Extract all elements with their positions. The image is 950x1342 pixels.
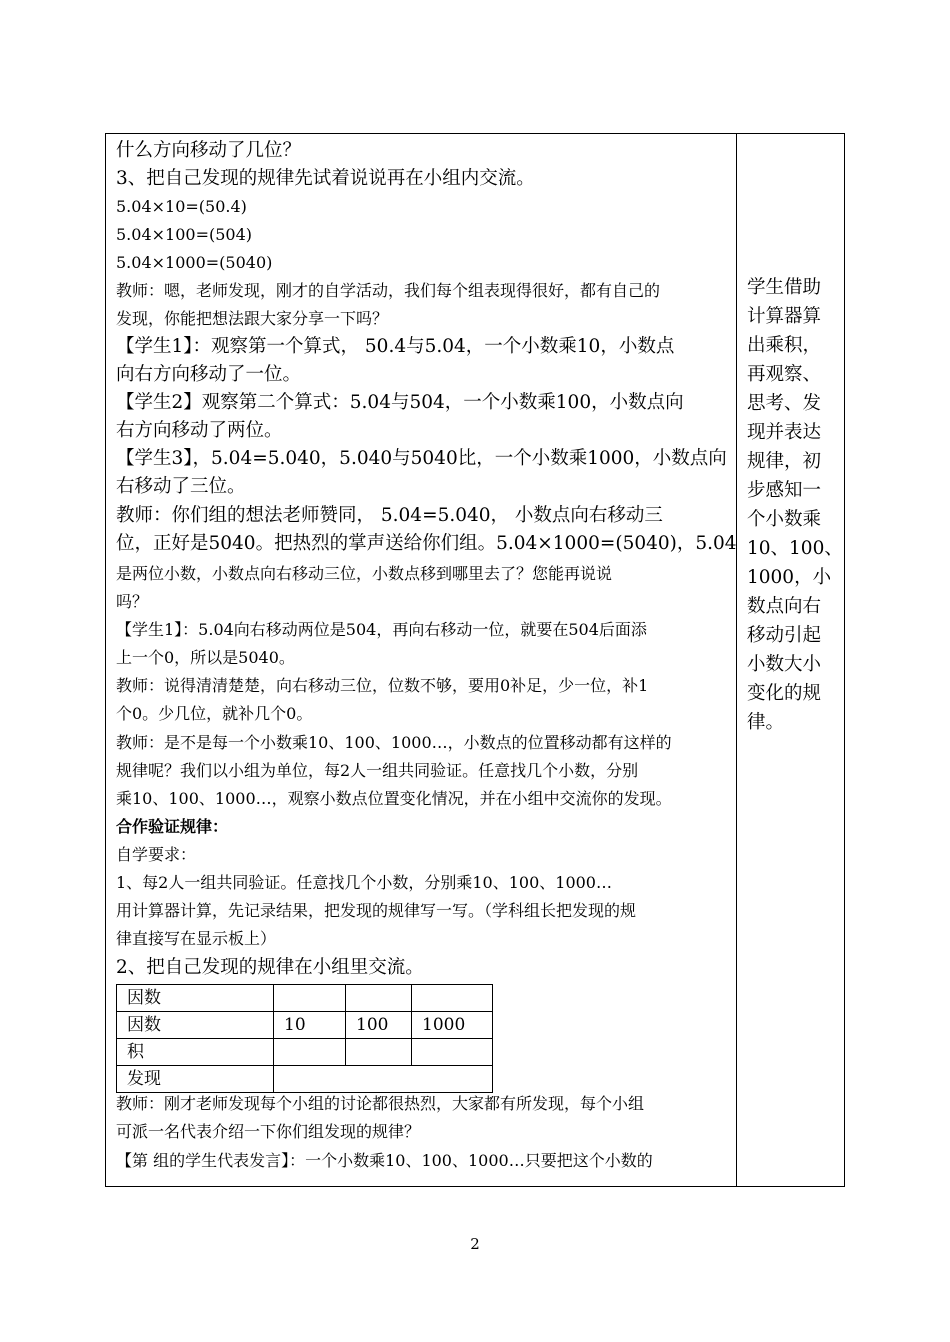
side-note-line: 思考、发 (747, 393, 822, 414)
text-line: 5.04×1000=(5040) (116, 253, 273, 272)
text-line: 教师：嗯，老师发现，刚才的自学活动，我们每个组表现得很好，都有自己的 (116, 281, 661, 300)
text-line: 1、每2人一组共同验证。任意找几个小数，分别乘10、100、1000… (116, 873, 612, 892)
text-line: 【学生2】观察第二个算式：5.04与504，一个小数乘100，小数点向 (116, 392, 684, 413)
side-note-line: 计算器算 (747, 306, 822, 327)
side-note-line: 步感知一 (747, 480, 822, 501)
table-cell (412, 985, 493, 1012)
side-note-line: 小数大小 (747, 654, 822, 675)
text-line: 5.04×10=(50.4) (116, 197, 247, 216)
text-line: 个0。少几位，就补几个0。 (116, 704, 313, 723)
table-row (117, 1012, 493, 1039)
text-line: 教师：你们组的想法老师赞同， 5.04=5.040， 小数点向右移动三 (116, 505, 663, 526)
lesson-plan-table (105, 133, 845, 1187)
text-line: 乘10、100、1000…，观察小数点位置变化情况，并在小组中交流你的发现。 (116, 789, 672, 808)
text-line: 规律呢？我们以小组为单位，每2人一组共同验证。任意找几个小数，分别 (116, 761, 639, 780)
text-line: 5.04×100=(504) (116, 225, 252, 244)
table-cell (412, 1039, 493, 1066)
side-note-line: 1000，小 (747, 567, 832, 588)
column-divider (736, 134, 737, 1186)
text-line: 上一个0，所以是5040。 (116, 648, 295, 667)
side-note-line: 移动引起 (747, 625, 822, 646)
side-note-line: 10、100、 (747, 538, 843, 559)
side-note-line: 出乘积， (747, 335, 822, 356)
table-cell: 因数 (117, 1012, 274, 1039)
text-line: 【学生3】，5.04=5.040，5.040与5040比，一个小数乘1000，小数点向 (116, 448, 727, 469)
table-cell: 1000 (412, 1012, 493, 1039)
table-cell: 100 (346, 1012, 412, 1039)
side-note-line: 现并表达 (747, 422, 822, 443)
text-line: 律直接写在显示板上） (116, 929, 277, 948)
text-line: 【第 组的学生代表发言】：一个小数乘10、100、1000…只要把这个小数的 (116, 1151, 653, 1170)
text-line: 是两位小数，小数点向右移动三位，小数点移到哪里去了？您能再说说 (116, 564, 613, 583)
text-line: 发现，你能把想法跟大家分享一下吗？ (116, 309, 389, 328)
text-line: 【学生1】：观察第一个算式， 50.4与5.04，一个小数乘10，小数点 (116, 336, 675, 357)
table-cell (274, 985, 346, 1012)
table-cell: 10 (274, 1012, 346, 1039)
table-cell (274, 1039, 346, 1066)
page-number: 2 (470, 1235, 480, 1253)
text-line: 用计算器计算，先记录结果，把发现的规律写一写。（学科组长把发现的规 (116, 901, 637, 920)
section-heading: 合作验证规律： (116, 817, 229, 836)
table-cell (346, 985, 412, 1012)
table-row (117, 985, 493, 1012)
table-cell: 发现 (117, 1066, 274, 1093)
table-cell: 因数 (117, 985, 274, 1012)
side-note-line: 律。 (747, 712, 785, 733)
text-line: 吗？ (116, 592, 149, 611)
side-note-line: 规律，初 (747, 451, 822, 472)
text-line: 2、把自己发现的规律在小组里交流。 (116, 957, 424, 978)
side-note-line: 个小数乘 (747, 509, 822, 530)
text-line: 教师：是不是每一个小数乘10、100、1000…，小数点的位置移动都有这样的 (116, 733, 672, 752)
side-note-line: 数点向右 (747, 596, 822, 617)
text-line: 【学生1】：5.04向右移动两位是504，再向右移动一位，就要在504后面添 (116, 620, 647, 639)
text-line: 教师：刚才老师发现每个小组的讨论都很热烈，大家都有所发现，每个小组 (116, 1094, 645, 1113)
text-line: 右移动了三位。 (116, 476, 246, 497)
table-cell: 积 (117, 1039, 274, 1066)
text-line: 可派一名代表介绍一下你们组发现的规律？ (116, 1122, 421, 1141)
text-line: 教师：说得清清楚楚，向右移动三位，位数不够，要用0补足，少一位，补1 (116, 676, 649, 695)
text-line: 位，正好是5040。把热烈的掌声送给你们组。5.04×1000=(5040)，5.04 (116, 533, 737, 554)
text-line: 右方向移动了两位。 (116, 420, 283, 441)
side-note-line: 再观察、 (747, 364, 822, 385)
side-note-line: 变化的规 (747, 683, 822, 704)
table-cell (346, 1039, 412, 1066)
table-row (117, 1039, 493, 1066)
table-cell (274, 1066, 493, 1093)
text-line: 什么方向移动了几位？ (116, 140, 302, 161)
verification-table (116, 984, 493, 1093)
text-line: 3、把自己发现的规律先试着说说再在小组内交流。 (116, 168, 535, 189)
text-line: 自学要求： (116, 845, 197, 864)
side-note-line: 学生借助 (747, 277, 822, 298)
table-row (117, 1066, 493, 1093)
text-line: 向右方向移动了一位。 (116, 364, 302, 385)
